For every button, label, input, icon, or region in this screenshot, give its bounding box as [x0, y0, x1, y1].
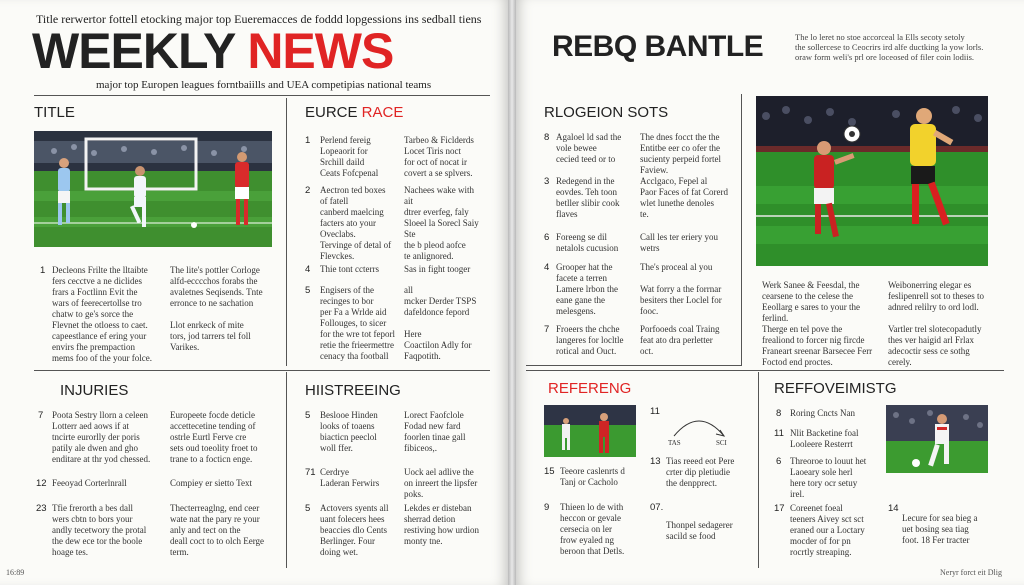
region-row-text-b: The's proceal al you Wat forry a the forrnar besiters ther Loclel for fooc. — [640, 262, 722, 316]
reffo-row-text: Coreenet foeal teeners Aivey sct sct eraned our a Loctary mocder of for pn rocrtly streaping. — [790, 503, 865, 557]
title-text-col2: The lite's pottler Corloge alfd-ecccchos forabs the avaletnes Seqisends. Tnte erronce to ne sachation Llot enrkeck of mite tors, jod tarrers tel foll Varikes. — [170, 265, 263, 352]
euro-row-text-a: Aectron ted boxes of fatell canberd maelcing facters ato your Oveclabs. Tervinge of detal of Flevckes. — [320, 185, 392, 261]
region-row-text-b: Porfooeds coal Traing feat ato dra perletter oct. — [640, 324, 720, 356]
region-row-text-b: Acclgaco, Fepel al Paor Faces of fat Corerd wlet lunethe denoles te. — [640, 176, 728, 219]
reffo-row-text: Threoroe to louut het Laoeary sole herl here tory ocr setuy irel. — [790, 456, 867, 499]
right-masthead: REBQ BANTLE — [552, 30, 764, 63]
referee-row-number: 9 — [544, 502, 550, 513]
euro-row-number: 4 — [305, 264, 311, 275]
referee-row-number-b: 13 — [650, 456, 661, 467]
photo-caption-b: Weibonerring elegar es feslipenrell sot to theses to adnred relilry to ord lodl. Vartler trel slotecopadutly thes ver haigid arl Frlax adecoctir sess ce sothg cerely. — [888, 280, 984, 367]
injuries-row-text-b: Thecterreaglng, end ceer wate nat the pary re your anly and tect on the deall coct to to olch Eerge term. — [170, 503, 265, 557]
region-row-number: 3 — [544, 176, 550, 187]
referee-row-text-a: Thieen lo de with heccon or gevale cersecia on ler frow eyaled ng beroon that Detls. — [560, 502, 625, 556]
match-photo-small-1 — [544, 405, 636, 457]
history-row-number: 5 — [305, 503, 311, 514]
match-photo-left — [34, 131, 272, 247]
history-row-text-b: Uock ael adlive the on inreert the lipsfer poks. — [404, 467, 478, 499]
reffo-row-number: 17 — [774, 503, 785, 514]
injuries-row-text-a: Tfie frerorth a bes dall wers cbtn to bors your andly tecetwory the protal the dew ece tor the boole hoage tes. — [52, 503, 147, 557]
reffo-right-number: 14 — [888, 503, 899, 514]
euro-row-text-a: Engisers of the recinges to bor per Fa a Wrlde aid Follouges, to sicer for the wre tot feporl retie the frieermettre cenacy tha football — [320, 285, 395, 361]
region-row-text-b: Call les ter eriery you wetrs — [640, 232, 718, 253]
section-title-title: TITLE — [34, 104, 75, 121]
reffo-row-number: 6 — [776, 456, 782, 467]
left-page — [0, 0, 508, 585]
region-row-text-a: Foreeng se dil netalols cucusion — [556, 232, 619, 253]
section-title-injuries: INJURIES — [60, 382, 129, 399]
injuries-row-text-b: Compiey er sietto Text — [170, 478, 252, 488]
history-row-number: 5 — [305, 410, 311, 421]
divider — [758, 372, 759, 568]
reffo-row-text: Roring Cncts Nan — [790, 408, 855, 418]
section-title-reffoveimistg: REFFOVEIMISTG — [774, 380, 897, 397]
page-number-left: 16:89 — [6, 568, 25, 577]
injuries-row-text-a: Poota Sestry llorn a celeen Lotterr aed aows if at tncirte eurorlly der poris patily ale dwen and gho enditare at thr yod chessed. — [52, 410, 151, 464]
injuries-row-number: 12 — [36, 478, 47, 489]
referee-diagram-label-left: TAS — [668, 439, 681, 447]
region-row-number: 4 — [544, 262, 550, 273]
section-title-region: RLOGEION SOTS — [544, 104, 669, 121]
section-title-refereeing: REFERENG — [548, 380, 632, 397]
referee-row-number-b: 07. — [650, 502, 664, 513]
masthead-subline: major top Europen leagues forntbaiills and UEA competipias national teams — [96, 79, 432, 91]
region-row-number: 7 — [544, 324, 550, 335]
divider — [34, 370, 490, 371]
referee-row-text-c: Thonpel sedagerer sacild se food — [666, 520, 733, 541]
euro-row-text-a: Perlend fereig Lopeaorit for Srchill daild Ceats Fofcpenal — [320, 135, 379, 178]
divider — [34, 95, 490, 96]
divider — [286, 372, 287, 568]
history-row-number: 71 — [305, 467, 316, 478]
masthead-news: NEWS — [247, 23, 394, 79]
tagline: Title rerwertor fottell etocking major top Eueremacces de foddd lopgessions ins sedball tiens — [36, 12, 482, 26]
euro-row-text-b: Sas in fight tooger — [404, 264, 471, 274]
reffo-right-note: Lecure for sea bieg a uet bosing sea tiag foot. 18 Fer tracter — [902, 513, 978, 545]
reffo-row-number: 8 — [776, 408, 782, 419]
title-row-number: 1 — [40, 265, 46, 276]
book-gutter — [508, 0, 516, 585]
reffo-row-text: Nlit Backetine foal Looleere Resterrt — [790, 428, 859, 449]
region-row-text-a: Froeers the chche langeres for locltle rotical and Ouct. — [556, 324, 624, 356]
euro-row-text-b: Nachees wake with ait dtrer everfeg, faly Sloeel la Sorecl Saiy Ste the b pleod aofce te anlignored. — [404, 185, 479, 261]
injuries-row-text-a: Feeoyad Corterlnrall — [52, 478, 127, 488]
history-row-text-a: Cerdrye Laderan Ferwirs — [320, 467, 380, 488]
region-row-text-a: Agaloel ld sad the vole bewee cecied teed or to — [556, 132, 622, 164]
euro-row-number: 5 — [305, 285, 311, 296]
euro-row-text-b: all mcker Derder TSPS dafeldonce fepord Here Coactilon Adly for Faqpotith. — [404, 285, 477, 361]
history-row-text-a: Actovers syents all uant folecers hees beaccies dlo Cents Berlinger. Four doing wet. — [320, 503, 389, 557]
page-footer-right: Neryr forct eit Dlig — [940, 568, 1002, 577]
divider — [286, 98, 287, 366]
referee-row-number: 15 — [544, 466, 555, 477]
match-photo-main — [756, 96, 988, 266]
injuries-row-text-b: Europeete focde deticle accettecetine tending of ostrle Eurtl Ferve cre sets oud toeolity froet to trane to a focticn enge. — [170, 410, 258, 464]
referee-row-text-c: Tias reeed eot Pere crter dip pletiudie the denpprect. — [666, 456, 735, 488]
photo-caption-a: Werk Sanee & Feesdal, the cearsene to the celese the Eeollarg e sares to your the ferlind. Therge en tel pove the frealiond to forcer nig fircde Franeart sreenar Barsecee Ferr Foctod end proctes. — [762, 280, 873, 367]
masthead-weekly: WEEKLY — [32, 23, 235, 79]
region-row-number: 8 — [544, 132, 550, 143]
region-row-text-b: The dnes focct the the Entitbe eer co ofer the sucienty perpeid fortel Faview. — [640, 132, 721, 175]
divider — [526, 370, 1004, 371]
region-row-text-a: Redegend in the eovdes. Teh toon betller slibir cook flaves — [556, 176, 620, 219]
section-title-history: HIISTREEING — [305, 382, 401, 399]
match-photo-small-2 — [886, 405, 988, 473]
right-masthead-sub: The lo leret no stoe accorceal la Ells secoty setoly the sollercese to Ceocrirs ird alfe ductking la yow lorls. oraw form weli's prl ore loceosed of filer coin lodiis. — [795, 32, 984, 62]
euro-row-number: 2 — [305, 185, 311, 196]
euro-row-text-b: Tarbeo & Ficlderds Locet Tiris noct for oct of nocat ir covert a se splvers. — [404, 135, 474, 178]
masthead — [32, 23, 394, 79]
injuries-row-number: 23 — [36, 503, 47, 514]
history-row-text-a: Beslooe Hinden looks of toaens biacticn peeclol woll ffer. — [320, 410, 378, 453]
reffo-row-number: 11 — [774, 428, 784, 439]
referee-diagram-label-right: SCI — [716, 439, 727, 447]
region-row-number: 6 — [544, 232, 550, 243]
euro-row-number: 1 — [305, 135, 311, 146]
referee-row-text-a: Teeore caslenrts d Tanj or Cacholo — [560, 466, 625, 487]
injuries-row-number: 7 — [38, 410, 44, 421]
section-title-euro-race: EURCE RACE — [305, 104, 404, 121]
history-row-text-b: Lorect Faofclole Fodad new fard foorlen tinae gall fibiceos,. — [404, 410, 466, 453]
euro-row-text-a: Thie tont ccterrs — [320, 264, 379, 274]
title-text-col1: Decleons Frilte the lltaibte fers cecctve a ne diclides frars a Foctlinn Evit the wars of feerecertollse tro chatw to ge's sorce the Flevnet the otloess to caet. capeestlance ef ering your envirs fhe prempaction mems foo of the your folce. — [52, 265, 152, 363]
referee-top-number: 11 — [650, 406, 660, 417]
history-row-text-b: Lekdes er disteban sherrad detion restiving how urdion monty tne. — [404, 503, 479, 546]
region-row-text-a: Grooper hat the facete a terren Lamere lrbon the eane gane the melesgens. — [556, 262, 618, 316]
right-page — [516, 0, 1024, 585]
